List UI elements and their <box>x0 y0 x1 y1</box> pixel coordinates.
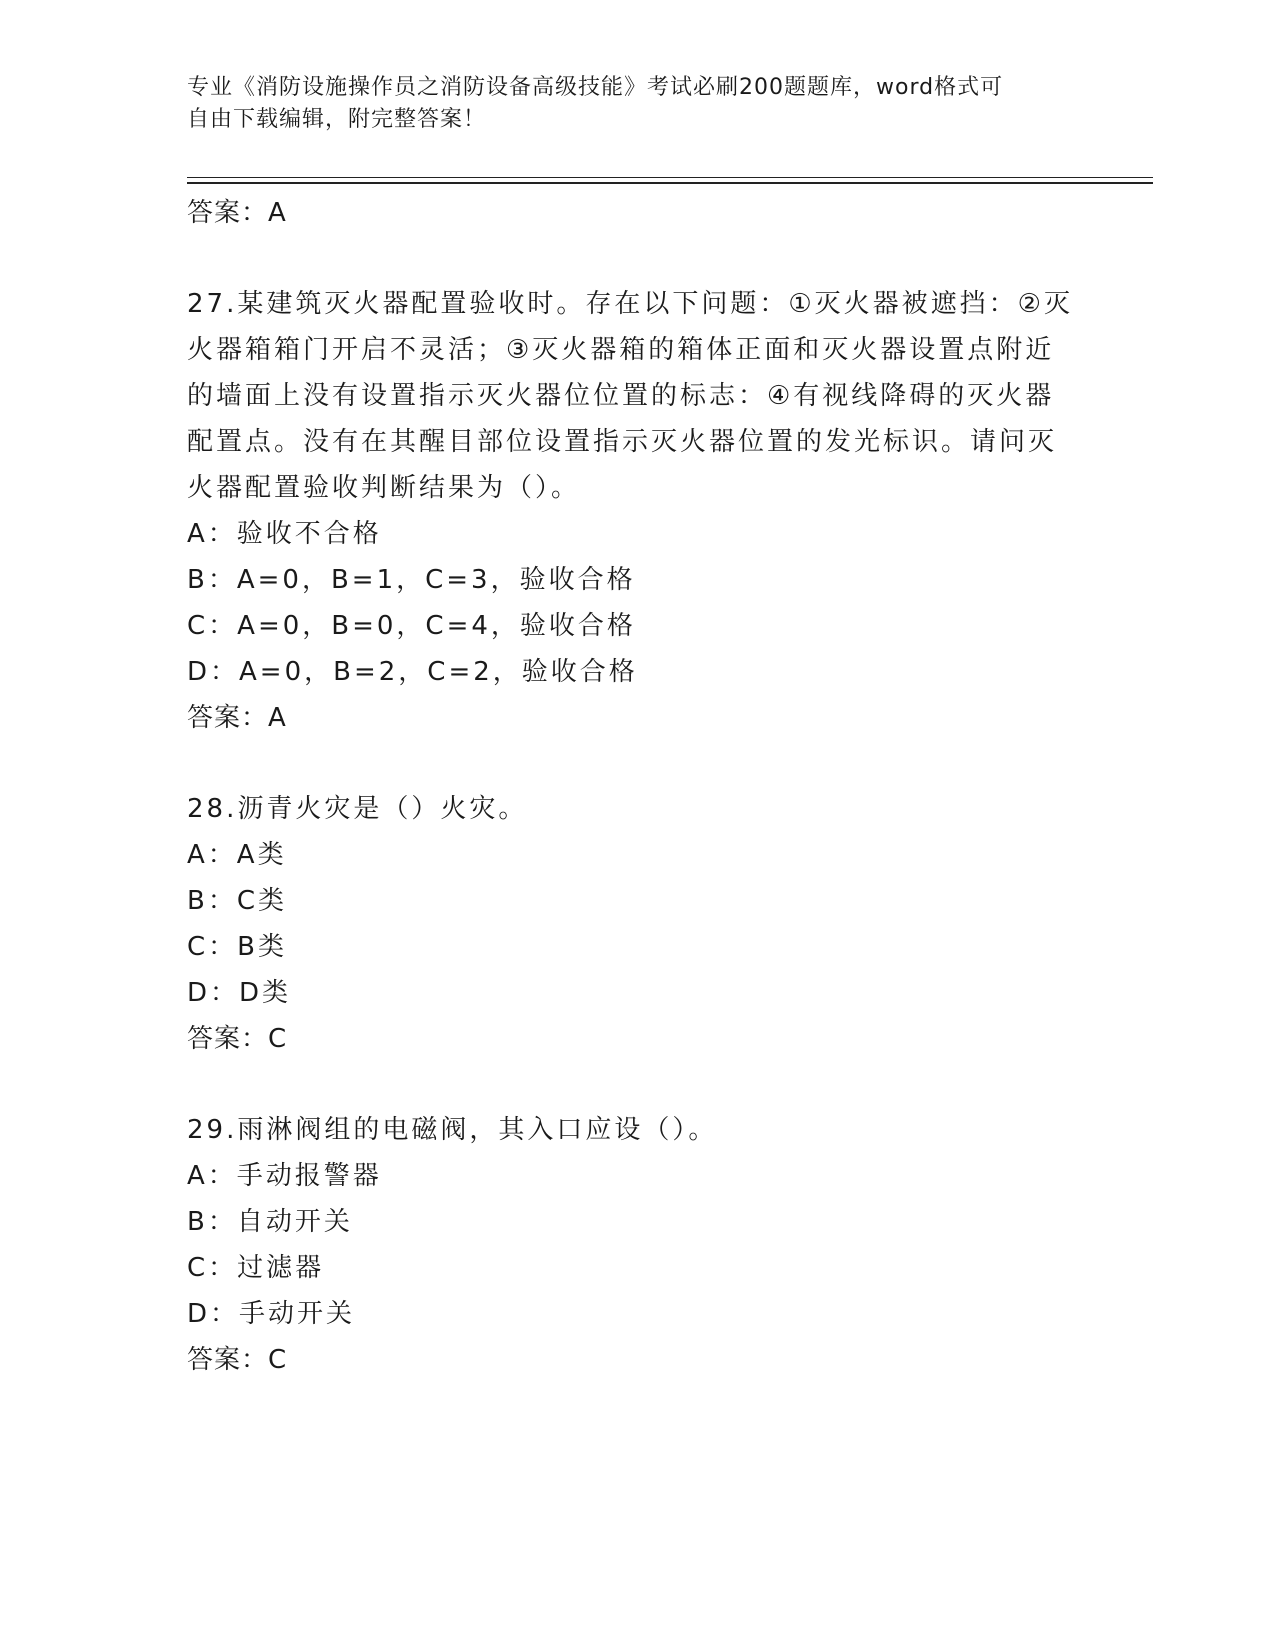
header-divider <box>187 182 1153 184</box>
option-line: D：手动开关 <box>187 1299 356 1329</box>
answer-line: 答案：C <box>187 1345 288 1375</box>
question-stem-line: 火器配置验收判断结果为（）。 <box>187 473 581 503</box>
question-stem-line: 火器箱箱门开启不灵活；③灭火器箱的箱体正面和灭火器设置点附近 <box>187 335 1055 365</box>
answer-line: 答案：A <box>187 703 287 733</box>
question-block <box>187 281 1087 741</box>
header-line: 自由下载编辑，附完整答案！ <box>187 107 487 132</box>
option-line: C：A=0，B=0，C=4，验收合格 <box>187 611 636 641</box>
question-stem-line: 的墙面上没有设置指示灭火器位位置的标志：④有视线降碍的灭火器 <box>187 381 1055 411</box>
option-line: B：自动开关 <box>187 1207 353 1237</box>
option-line: A：A类 <box>187 840 287 870</box>
option-line: C：过滤器 <box>187 1253 325 1283</box>
option-line: D：D类 <box>187 978 292 1008</box>
question-stem-line: 29.雨淋阀组的电磁阀，其入口应设（）。 <box>187 1115 718 1145</box>
option-line: A：验收不合格 <box>187 519 382 549</box>
spacer <box>187 741 1087 786</box>
question-stem-line: 27.某建筑灭火器配置验收时。存在以下问题：①灭火器被遮挡：②灭 <box>187 289 1073 319</box>
document-header <box>187 72 1087 136</box>
spacer <box>187 236 1087 281</box>
question-list <box>187 190 1087 1383</box>
option-line: D：A=0，B=2，C=2，验收合格 <box>187 657 638 687</box>
answer-line: 答案：A <box>187 198 287 228</box>
spacer <box>187 1062 1087 1107</box>
question-block <box>187 1107 1087 1383</box>
option-line: B：A=0，B=1，C=3，验收合格 <box>187 565 636 595</box>
header-line: 专业《消防设施操作员之消防设备高级技能》考试必刷200题题库，word格式可 <box>187 75 1004 100</box>
question-block <box>187 786 1087 1062</box>
option-line: C：B类 <box>187 932 287 962</box>
question-stem-line: 28.沥青火灾是（）火灾。 <box>187 794 528 824</box>
header-divider <box>187 177 1153 178</box>
answer-line: 答案：C <box>187 1024 288 1054</box>
option-line: A：手动报警器 <box>187 1161 382 1191</box>
option-line: B：C类 <box>187 886 287 916</box>
question-stem-line: 配置点。没有在其醒目部位设置指示灭火器位置的发光标识。请问灭 <box>187 427 1058 457</box>
